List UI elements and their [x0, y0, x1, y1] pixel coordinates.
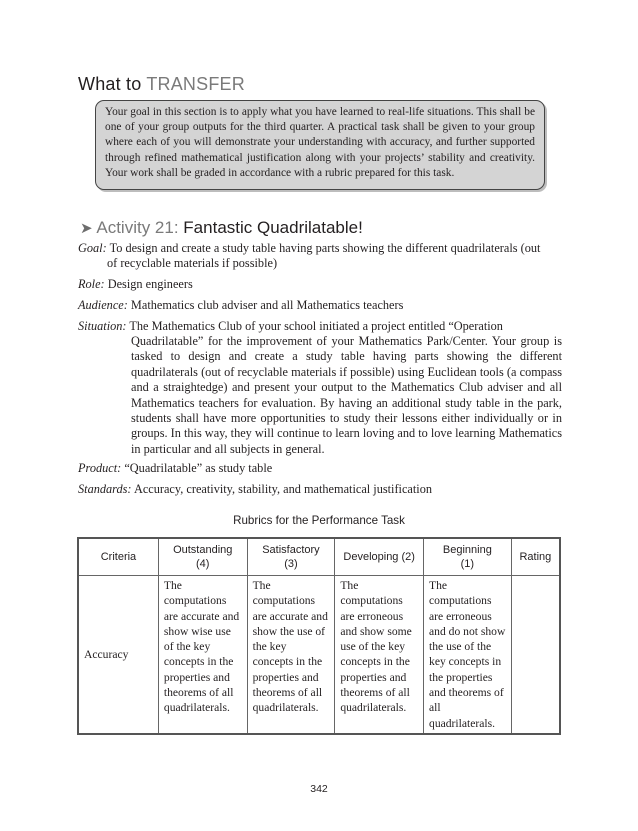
situation-row [78, 319, 562, 334]
rubric-caption: Rubrics for the Performance Task [233, 514, 405, 527]
situation-text-line1: The Mathematics Club of your school initiated a project entitled “Operation [129, 319, 503, 333]
activity-title: Fantastic Quadrilatable! [183, 218, 363, 237]
goal-text-line1: To design and create a study table having parts showing the different quadrilaterals (out [109, 241, 541, 255]
activity-heading [80, 218, 363, 238]
standards-text: Accuracy, creativity, stability, and mathematical justification [133, 482, 433, 496]
page-number: 342 [310, 783, 328, 795]
beginning-cell: The computations are erroneous and do not show the use of the key concepts in the properties and theorems of all quadrilaterals. [424, 576, 512, 734]
role-label: Role: [78, 277, 105, 291]
header-beginning: Beginning (1) [424, 538, 512, 576]
developing-cell: The computations are erroneous and show some use of the key concepts in the properties and theorems of all quadrilaterals. [335, 576, 424, 734]
satisfactory-cell: The computations are accurate and show the use of the key concepts in the properties and theorems of all quadrilaterals. [247, 576, 335, 734]
header-satisfactory: Satisfactory (3) [247, 538, 335, 576]
goal-label: Goal: [78, 241, 107, 255]
role-row [78, 277, 193, 292]
goal-row [78, 241, 540, 256]
rubric-table [77, 537, 561, 735]
transfer-instruction-box [95, 100, 545, 190]
situation-text: Quadrilatable” for the improvement of your Mathematics Park/Center. Your group is tasked to design and create a study table having parts showing the different quadrilaterals (out of recyclable materials if possible) using Euclidean tools (a compass and a straightedge) and present your output to the Mathematics Club adviser and all Mathematics teachers for evaluation. By having an additional study table in the park, students shall have more opportunities to study their lessons either individually or in groups. In this way, they will continue to learn loving and to love learning Mathematics in particular and all subjects in general. [131, 334, 562, 456]
product-label: Product: [78, 461, 122, 475]
header-rating: Rating [511, 538, 560, 576]
standards-label: Standards: [78, 482, 132, 496]
table-row [78, 576, 560, 734]
role-text: Design engineers [107, 277, 193, 291]
goal-text-line2: of recyclable materials if possible) [107, 256, 278, 270]
audience-label: Audience: [78, 298, 128, 312]
header-outstanding: Outstanding (4) [158, 538, 247, 576]
product-row [78, 461, 272, 476]
transfer-instruction-text: Your goal in this section is to apply what you have learned to real-life situations. This shall be one of your group outputs for the third quarter. A practical task shall be given to your group where each of you will demonstrate your understanding with accuracy, and further supported through refined mathematical justification along with your projects’ stability and creativity. Your work shall be graded in accordance with a rubric prepared for this task. [105, 106, 535, 179]
product-text: “Quadrilatable” as study table [124, 461, 273, 475]
activity-number: Activity 21: [96, 218, 184, 237]
header-developing: Developing (2) [335, 538, 424, 576]
section-title-transfer: TRANSFER [146, 74, 245, 94]
situation-label: Situation: [78, 319, 127, 333]
section-title [78, 74, 245, 95]
header-criteria: Criteria [78, 538, 158, 576]
audience-row [78, 298, 403, 313]
criterion-cell: Accuracy [78, 576, 158, 734]
audience-text: Mathematics club adviser and all Mathematics teachers [130, 298, 404, 312]
standards-row [78, 482, 432, 497]
arrow-icon: ➤ [80, 220, 93, 237]
section-title-what-to: What to [78, 74, 147, 94]
rating-cell [511, 576, 560, 734]
rubric-header-row [78, 538, 560, 576]
outstanding-cell: The computations are accurate and show wise use of the key concepts in the properties and theorems of all quadrilaterals. [158, 576, 247, 734]
